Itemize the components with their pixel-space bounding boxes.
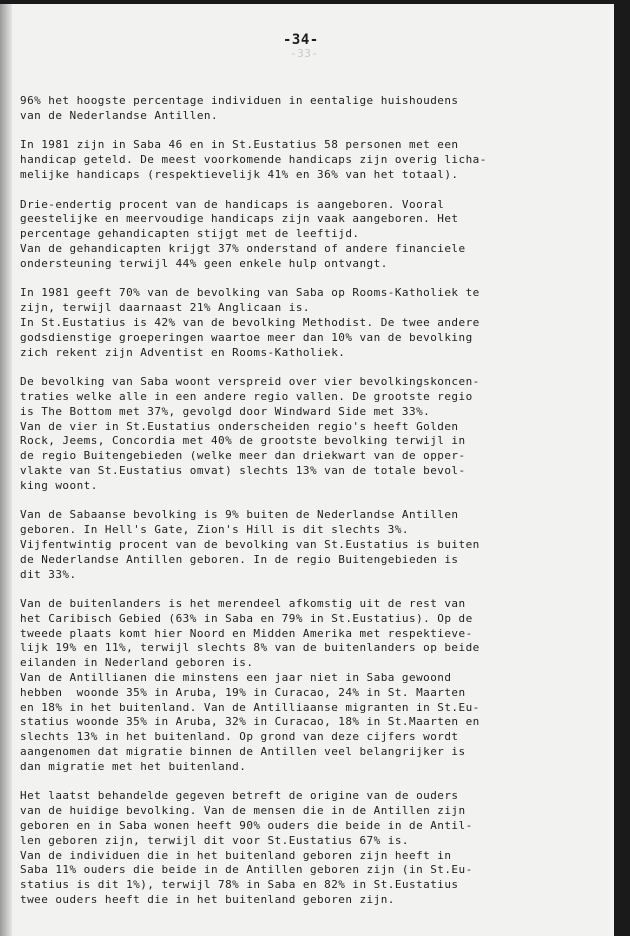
text-line: percentage gehandicapten stijgt met de leeftijd. [20,227,360,241]
text-line: het Caribisch Gebied (63% in Saba en 79% in St.Eustatius). Op de [20,611,473,625]
text-line: traties welke alle in een andere regio vallen. De grootste regio [20,389,473,403]
page-number: -34- [283,32,319,48]
text-line: 96% het hoogste percentage individuen in eentalige huishoudens [20,94,459,107]
text-line: geboren en in Saba wonen heeft 90% ouders die beide in de Antil- [20,819,473,833]
document-page [0,4,614,936]
text-line: hebben woonde 35% in Aruba, 19% in Curacao, 24% in St. Maarten [20,685,466,699]
text-line: Van de Sabaanse bevolking is 9% buiten de Nederlandse Antillen [20,508,459,522]
text-line: aangenomen dat migratie binnen de Antillen veel belangrijker is [20,745,466,759]
text-line: dit 33%. [20,567,77,581]
text-line: lijk 19% en 11%, terwijl slechts 8% van de buitenlanders op beide [20,641,480,655]
paragraph [20,286,605,360]
text-line: zich rekent zijn Adventist en Rooms-Katholiek. [20,345,346,359]
text-line: Van de gehandicapten krijgt 37% onderstand of andere financiele [20,241,466,255]
text-line: In St.Eustatius is 42% van de bevolking Methodist. De twee andere [20,315,480,329]
paragraph [20,597,605,775]
text-line: ondersteuning terwijl 44% geen enkele hulp ontvangt. [20,256,388,270]
paragraph [20,789,605,907]
text-line: eilanden in Nederland geboren is. [20,656,254,670]
text-line: dan migratie met het buitenland. [20,759,247,773]
text-line: Het laatst behandelde gegeven betreft de origine van de ouders [20,789,459,803]
text-line: Saba 11% ouders die beide in de Antillen geboren zijn (in St.Eu- [20,863,473,877]
text-line: en 18% in het buitenland. Van de Antilliaanse migranten in St.Eu- [20,700,480,714]
text-line: twee ouders heeft die in het buitenland geboren zijn. [20,893,395,907]
paragraph [20,198,605,272]
text-line: de regio Buitengebieden (welke meer dan driekwart van de opper- [20,449,466,463]
text-line: tweede plaats komt hier Noord en Midden Amerika met respektieve- [20,626,473,640]
paragraph [20,138,605,182]
text-line: Van de vier in St.Eustatius onderscheiden regio's heeft Golden [20,419,459,433]
text-line: vlakte van St.Eustatius omvat) slechts 13% van de totale bevol- [20,463,466,477]
page-binding-shadow [0,4,12,936]
text-line: statius woonde 35% in Aruba, 32% in Curacao, 18% in St.Maarten en [20,715,480,729]
text-line: Drie-endertig procent van de handicaps is aangeboren. Vooral [20,197,445,211]
paragraph [20,375,605,493]
paragraph [20,508,605,582]
text-line: van de huidige bevolking. Van de mensen die in de Antillen zijn [20,804,466,818]
text-line: geboren. In Hell's Gate, Zion's Hill is dit slechts 3%. [20,523,409,537]
text-line: de Nederlandse Antillen geboren. In de regio Buitengebieden is [20,552,459,566]
text-line: handicap geteld. De meest voorkomende handicaps zijn overig licha- [20,153,487,167]
text-line: Van de individuen die in het buitenland geboren zijn heeft in [20,848,452,862]
text-line: king woont. [20,478,98,492]
text-line: godsdienstige groeperingen waartoe meer dan 10% van de bevolking [20,330,473,344]
page-number-bleedthrough: -33- [290,47,319,60]
text-line: In 1981 geeft 70% van de bevolking van Saba op Rooms-Katholiek te [20,286,480,300]
text-line: Vijfentwintig procent van de bevolking van St.Eustatius is buiten [20,537,480,551]
text-line: Van de buitenlanders is het merendeel afkomstig uit de rest van [20,597,466,611]
text-line: van de Nederlandse Antillen. [20,108,219,122]
text-line: melijke handicaps (respektievelijk 41% en 36% van het totaal). [20,167,459,181]
text-line: slechts 13% in het buitenland. Op grond van deze cijfers wordt [20,730,459,744]
text-line: Van de Antillianen die minstens een jaar niet in Saba gewoond [20,671,452,685]
text-line: geestelijke en meervoudige handicaps zijn vaak aangeboren. Het [20,212,459,226]
text-line: is The Bottom met 37%, gevolgd door Windward Side met 33%. [20,404,431,418]
paragraph [20,94,605,124]
text-line: len geboren zijn, terwijl dit voor St.Eustatius 67% is. [20,833,409,847]
text-line: De bevolking van Saba woont verspreid over vier bevolkingskoncen- [20,375,480,389]
text-line: zijn, terwijl daarnaast 21% Anglicaan is. [20,301,310,315]
text-line: statius is dit 1%), terwijl 78% in Saba en 82% in St.Eustatius [20,878,459,892]
text-line: In 1981 zijn in Saba 46 en in St.Eustatius 58 personen met een [20,138,459,152]
text-line: Rock, Jeems, Concordia met 40% de grootste bevolking terwijl in [20,434,466,448]
body-text [20,94,605,923]
